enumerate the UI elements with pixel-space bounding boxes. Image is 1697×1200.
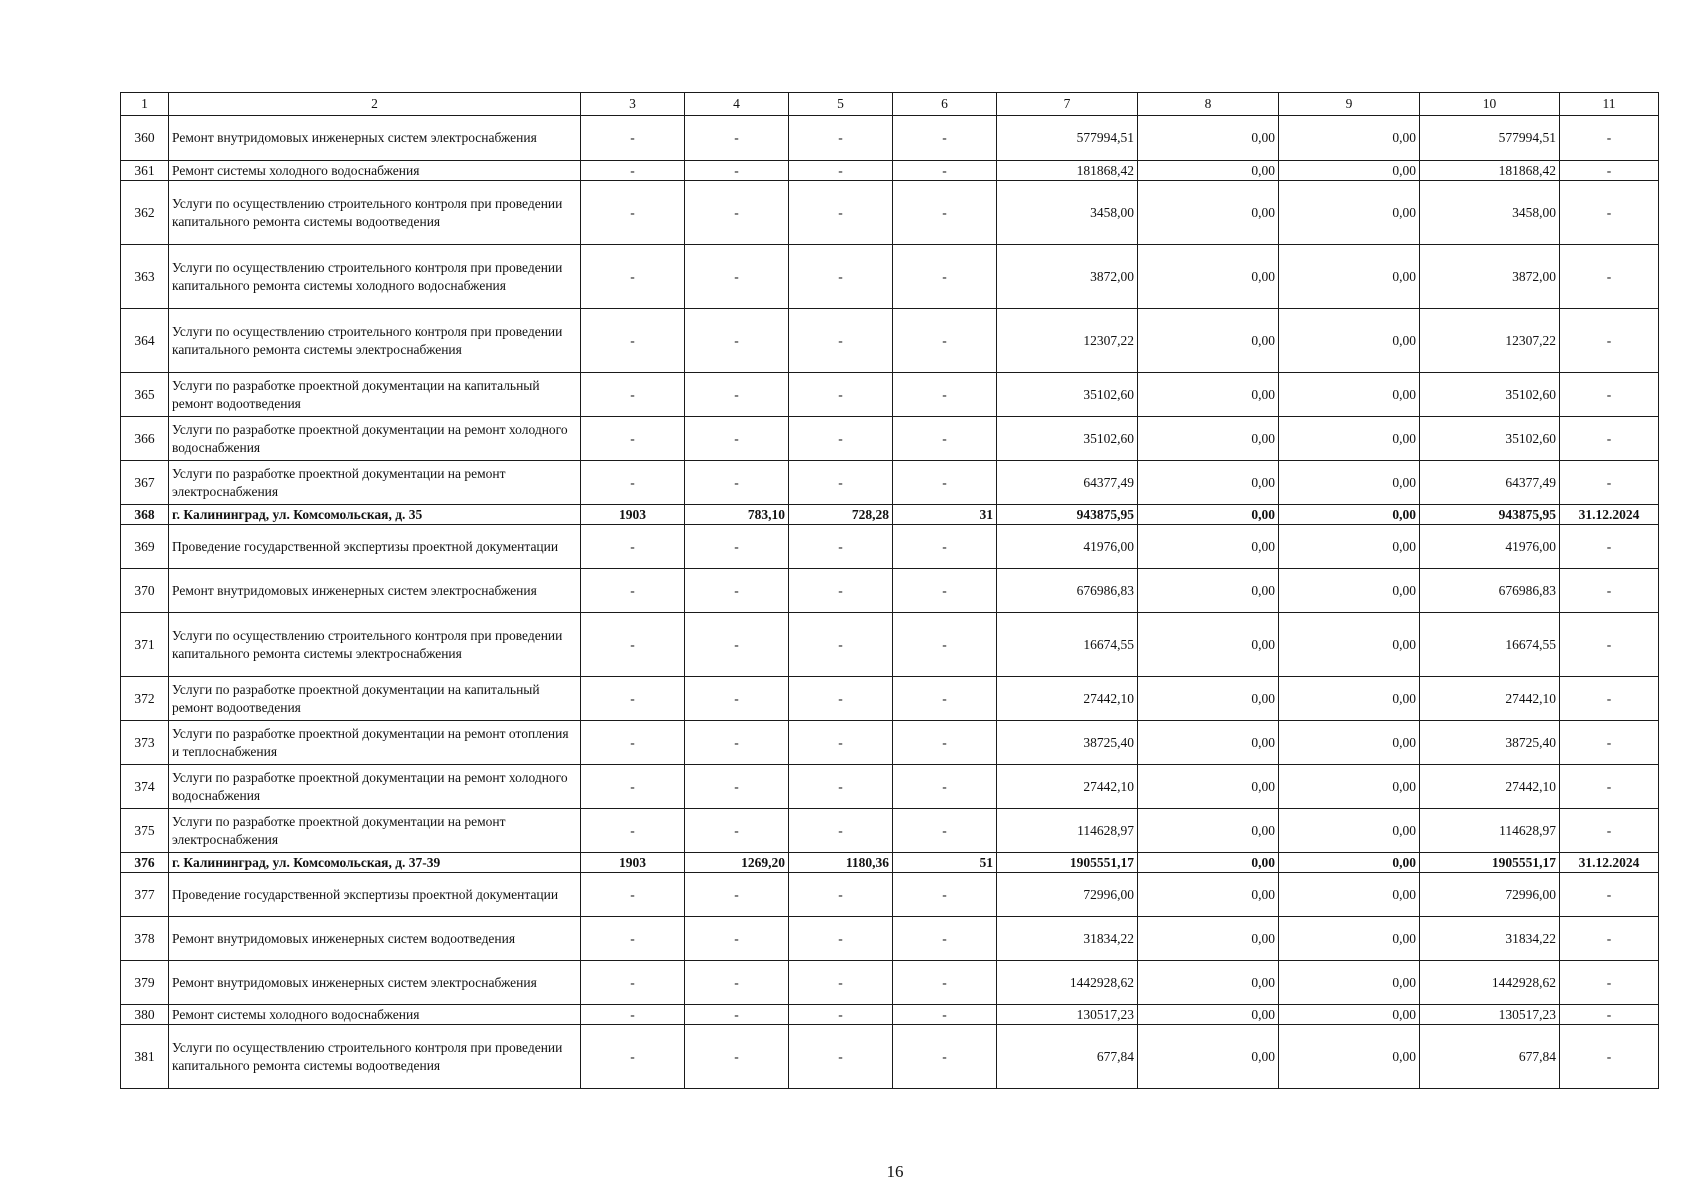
cell-row-number: 363: [121, 245, 169, 309]
cell-col-11: -: [1560, 309, 1659, 373]
cell-row-number: 366: [121, 417, 169, 461]
cell-col-8: 0,00: [1138, 373, 1279, 417]
cell-col-10: 35102,60: [1420, 417, 1560, 461]
cell-col-4: -: [685, 569, 789, 613]
header-cell: 5: [789, 93, 893, 116]
cell-col-9: 0,00: [1279, 853, 1420, 873]
cell-col-5: -: [789, 525, 893, 569]
cell-work-name: Услуги по разработке проектной документации на ремонт холодного водоснабжения: [169, 417, 581, 461]
cell-col-9: 0,00: [1279, 569, 1420, 613]
cell-col-3: -: [581, 613, 685, 677]
cell-col-9: 0,00: [1279, 525, 1420, 569]
cell-row-number: 378: [121, 917, 169, 961]
cell-col-3: -: [581, 181, 685, 245]
cell-row-number: 360: [121, 116, 169, 161]
header-row: [121, 93, 1659, 116]
cell-col-4: -: [685, 765, 789, 809]
cell-col-9: 0,00: [1279, 721, 1420, 765]
cell-col-3: -: [581, 525, 685, 569]
cell-col-3: -: [581, 873, 685, 917]
data-table: [120, 92, 1659, 1089]
cell-col-8: 0,00: [1138, 721, 1279, 765]
cell-row-number: 365: [121, 373, 169, 417]
cell-col-8: 0,00: [1138, 853, 1279, 873]
cell-col-7: 31834,22: [997, 917, 1138, 961]
cell-col-11: -: [1560, 677, 1659, 721]
cell-col-5: -: [789, 765, 893, 809]
cell-col-6: -: [893, 613, 997, 677]
cell-col-3: -: [581, 765, 685, 809]
cell-col-4: -: [685, 961, 789, 1005]
cell-col-8: 0,00: [1138, 1005, 1279, 1025]
cell-col-10: 3872,00: [1420, 245, 1560, 309]
cell-col-5: -: [789, 373, 893, 417]
cell-work-name: Услуги по осуществлению строительного контроля при проведении капитального ремонта системы электроснабжения: [169, 309, 581, 373]
cell-col-3: -: [581, 1025, 685, 1089]
cell-col-11: -: [1560, 613, 1659, 677]
cell-col-3: 1903: [581, 853, 685, 873]
header-cell: 4: [685, 93, 789, 116]
cell-work-name: Ремонт системы холодного водоснабжения: [169, 1005, 581, 1025]
cell-col-5: -: [789, 873, 893, 917]
cell-col-7: 577994,51: [997, 116, 1138, 161]
cell-col-7: 130517,23: [997, 1005, 1138, 1025]
cell-col-7: 16674,55: [997, 613, 1138, 677]
cell-col-5: -: [789, 721, 893, 765]
cell-col-5: -: [789, 461, 893, 505]
cell-col-3: 1903: [581, 505, 685, 525]
cell-col-11: -: [1560, 373, 1659, 417]
cell-col-7: 27442,10: [997, 765, 1138, 809]
table-row: [121, 765, 1659, 809]
cell-col-4: -: [685, 1005, 789, 1025]
cell-col-4: -: [685, 309, 789, 373]
cell-col-5: -: [789, 161, 893, 181]
cell-col-6: -: [893, 161, 997, 181]
cell-col-3: -: [581, 1005, 685, 1025]
table-row: [121, 809, 1659, 853]
cell-col-8: 0,00: [1138, 525, 1279, 569]
cell-work-name: Услуги по осуществлению строительного контроля при проведении капитального ремонта системы водоотведения: [169, 181, 581, 245]
cell-col-7: 41976,00: [997, 525, 1138, 569]
cell-col-4: -: [685, 677, 789, 721]
header-cell: 7: [997, 93, 1138, 116]
header-cell: 3: [581, 93, 685, 116]
cell-col-11: 31.12.2024: [1560, 853, 1659, 873]
header-cell: 8: [1138, 93, 1279, 116]
cell-col-7: 35102,60: [997, 417, 1138, 461]
cell-col-9: 0,00: [1279, 873, 1420, 917]
table-row: [121, 525, 1659, 569]
cell-work-name: Услуги по разработке проектной документации на ремонт электроснабжения: [169, 809, 581, 853]
cell-col-5: -: [789, 961, 893, 1005]
cell-col-6: -: [893, 765, 997, 809]
cell-work-name: Услуги по разработке проектной документации на капитальный ремонт водоотведения: [169, 373, 581, 417]
cell-col-8: 0,00: [1138, 461, 1279, 505]
cell-col-3: -: [581, 721, 685, 765]
cell-col-8: 0,00: [1138, 309, 1279, 373]
cell-col-8: 0,00: [1138, 116, 1279, 161]
cell-work-name: Ремонт системы холодного водоснабжения: [169, 161, 581, 181]
table-row: [121, 721, 1659, 765]
cell-col-6: -: [893, 809, 997, 853]
cell-col-5: -: [789, 809, 893, 853]
cell-row-number: 372: [121, 677, 169, 721]
cell-col-11: -: [1560, 873, 1659, 917]
cell-col-7: 676986,83: [997, 569, 1138, 613]
cell-col-11: -: [1560, 181, 1659, 245]
table-row: [121, 961, 1659, 1005]
cell-col-11: -: [1560, 1025, 1659, 1089]
cell-col-9: 0,00: [1279, 765, 1420, 809]
page-number: 16: [886, 1162, 904, 1181]
cell-col-11: -: [1560, 461, 1659, 505]
cell-col-10: 1442928,62: [1420, 961, 1560, 1005]
cell-col-4: -: [685, 721, 789, 765]
cell-col-9: 0,00: [1279, 245, 1420, 309]
cell-col-8: 0,00: [1138, 873, 1279, 917]
cell-col-10: 12307,22: [1420, 309, 1560, 373]
cell-work-name: г. Калининград, ул. Комсомольская, д. 35: [169, 505, 581, 525]
cell-col-6: -: [893, 721, 997, 765]
cell-col-4: -: [685, 373, 789, 417]
cell-col-3: -: [581, 245, 685, 309]
cell-col-6: -: [893, 1025, 997, 1089]
cell-row-number: 371: [121, 613, 169, 677]
cell-col-3: -: [581, 116, 685, 161]
cell-col-8: 0,00: [1138, 245, 1279, 309]
cell-col-4: -: [685, 417, 789, 461]
cell-col-4: -: [685, 1025, 789, 1089]
cell-row-number: 369: [121, 525, 169, 569]
cell-col-9: 0,00: [1279, 1005, 1420, 1025]
cell-col-3: -: [581, 809, 685, 853]
cell-col-10: 41976,00: [1420, 525, 1560, 569]
cell-col-4: -: [685, 461, 789, 505]
cell-col-11: -: [1560, 809, 1659, 853]
cell-col-4: -: [685, 873, 789, 917]
cell-col-4: -: [685, 161, 789, 181]
cell-col-9: 0,00: [1279, 309, 1420, 373]
cell-col-7: 181868,42: [997, 161, 1138, 181]
cell-col-7: 12307,22: [997, 309, 1138, 373]
cell-col-7: 72996,00: [997, 873, 1138, 917]
table-row: [121, 677, 1659, 721]
cell-col-11: -: [1560, 116, 1659, 161]
cell-col-6: -: [893, 525, 997, 569]
cell-col-6: 51: [893, 853, 997, 873]
cell-col-7: 677,84: [997, 1025, 1138, 1089]
address-row: [121, 505, 1659, 525]
cell-col-5: -: [789, 309, 893, 373]
cell-col-8: 0,00: [1138, 1025, 1279, 1089]
cell-col-10: 1905551,17: [1420, 853, 1560, 873]
cell-col-8: 0,00: [1138, 677, 1279, 721]
cell-col-6: -: [893, 569, 997, 613]
cell-col-9: 0,00: [1279, 961, 1420, 1005]
cell-col-3: -: [581, 161, 685, 181]
header-cell: 9: [1279, 93, 1420, 116]
table-row: [121, 461, 1659, 505]
cell-work-name: Услуги по разработке проектной документации на капитальный ремонт водоотведения: [169, 677, 581, 721]
cell-col-3: -: [581, 417, 685, 461]
cell-col-10: 31834,22: [1420, 917, 1560, 961]
cell-col-10: 72996,00: [1420, 873, 1560, 917]
cell-col-7: 38725,40: [997, 721, 1138, 765]
cell-work-name: Услуги по осуществлению строительного контроля при проведении капитального ремонта системы водоотведения: [169, 1025, 581, 1089]
cell-col-7: 35102,60: [997, 373, 1138, 417]
cell-col-3: -: [581, 309, 685, 373]
table-row: [121, 161, 1659, 181]
cell-col-8: 0,00: [1138, 917, 1279, 961]
cell-col-7: 114628,97: [997, 809, 1138, 853]
header-cell: 6: [893, 93, 997, 116]
cell-col-9: 0,00: [1279, 1025, 1420, 1089]
cell-col-4: -: [685, 917, 789, 961]
cell-col-3: -: [581, 917, 685, 961]
cell-work-name: Ремонт внутридомовых инженерных систем электроснабжения: [169, 116, 581, 161]
cell-row-number: 368: [121, 505, 169, 525]
cell-col-9: 0,00: [1279, 505, 1420, 525]
cell-col-5: 1180,36: [789, 853, 893, 873]
cell-col-5: -: [789, 1025, 893, 1089]
cell-col-8: 0,00: [1138, 417, 1279, 461]
cell-work-name: Ремонт внутридомовых инженерных систем водоотведения: [169, 917, 581, 961]
address-row: [121, 853, 1659, 873]
cell-col-10: 64377,49: [1420, 461, 1560, 505]
cell-work-name: Услуги по разработке проектной документации на ремонт холодного водоснабжения: [169, 765, 581, 809]
cell-col-7: 3458,00: [997, 181, 1138, 245]
cell-work-name: Услуги по осуществлению строительного контроля при проведении капитального ремонта системы электроснабжения: [169, 613, 581, 677]
cell-col-10: 3458,00: [1420, 181, 1560, 245]
cell-col-5: -: [789, 116, 893, 161]
cell-row-number: 377: [121, 873, 169, 917]
cell-col-6: -: [893, 873, 997, 917]
table-row: [121, 309, 1659, 373]
table-body: [121, 93, 1659, 1089]
cell-col-11: -: [1560, 961, 1659, 1005]
cell-col-10: 16674,55: [1420, 613, 1560, 677]
cell-col-11: -: [1560, 245, 1659, 309]
cell-col-7: 1905551,17: [997, 853, 1138, 873]
cell-col-9: 0,00: [1279, 461, 1420, 505]
table-row: [121, 873, 1659, 917]
cell-col-8: 0,00: [1138, 161, 1279, 181]
cell-col-5: -: [789, 677, 893, 721]
cell-row-number: 367: [121, 461, 169, 505]
cell-col-4: -: [685, 181, 789, 245]
cell-col-6: -: [893, 373, 997, 417]
cell-col-9: 0,00: [1279, 917, 1420, 961]
cell-col-3: -: [581, 461, 685, 505]
cell-col-6: -: [893, 1005, 997, 1025]
cell-col-10: 38725,40: [1420, 721, 1560, 765]
cell-col-10: 27442,10: [1420, 677, 1560, 721]
cell-col-8: 0,00: [1138, 961, 1279, 1005]
cell-col-10: 943875,95: [1420, 505, 1560, 525]
cell-col-7: 3872,00: [997, 245, 1138, 309]
cell-col-8: 0,00: [1138, 765, 1279, 809]
header-cell: 11: [1560, 93, 1659, 116]
cell-col-4: 1269,20: [685, 853, 789, 873]
cell-row-number: 374: [121, 765, 169, 809]
cell-col-5: -: [789, 1005, 893, 1025]
cell-col-6: -: [893, 116, 997, 161]
cell-col-5: -: [789, 181, 893, 245]
cell-col-4: -: [685, 525, 789, 569]
cell-work-name: Ремонт внутридомовых инженерных систем электроснабжения: [169, 961, 581, 1005]
cell-col-3: -: [581, 373, 685, 417]
cell-col-11: -: [1560, 525, 1659, 569]
cell-col-9: 0,00: [1279, 809, 1420, 853]
cell-row-number: 361: [121, 161, 169, 181]
cell-col-10: 114628,97: [1420, 809, 1560, 853]
cell-col-9: 0,00: [1279, 181, 1420, 245]
cell-col-11: -: [1560, 161, 1659, 181]
cell-col-11: -: [1560, 917, 1659, 961]
cell-work-name: Услуги по осуществлению строительного контроля при проведении капитального ремонта системы холодного водоснабжения: [169, 245, 581, 309]
cell-row-number: 373: [121, 721, 169, 765]
table-row: [121, 1025, 1659, 1089]
cell-col-6: -: [893, 417, 997, 461]
cell-col-9: 0,00: [1279, 373, 1420, 417]
cell-row-number: 381: [121, 1025, 169, 1089]
cell-col-5: 728,28: [789, 505, 893, 525]
cell-col-7: 1442928,62: [997, 961, 1138, 1005]
table-row: [121, 181, 1659, 245]
cell-col-4: -: [685, 613, 789, 677]
cell-col-11: -: [1560, 721, 1659, 765]
cell-col-6: -: [893, 309, 997, 373]
table-row: [121, 569, 1659, 613]
header-cell: 10: [1420, 93, 1560, 116]
cell-col-10: 677,84: [1420, 1025, 1560, 1089]
cell-col-9: 0,00: [1279, 417, 1420, 461]
cell-work-name: г. Калининград, ул. Комсомольская, д. 37-39: [169, 853, 581, 873]
cell-col-6: -: [893, 677, 997, 721]
cell-col-9: 0,00: [1279, 161, 1420, 181]
cell-row-number: 370: [121, 569, 169, 613]
cell-row-number: 376: [121, 853, 169, 873]
cell-col-9: 0,00: [1279, 677, 1420, 721]
cell-col-3: -: [581, 961, 685, 1005]
cell-col-4: 783,10: [685, 505, 789, 525]
cell-col-6: -: [893, 461, 997, 505]
cell-col-8: 0,00: [1138, 569, 1279, 613]
cell-work-name: Проведение государственной экспертизы проектной документации: [169, 525, 581, 569]
cell-col-11: -: [1560, 569, 1659, 613]
cell-work-name: Услуги по разработке проектной документации на ремонт отопления и теплоснабжения: [169, 721, 581, 765]
cell-col-5: -: [789, 569, 893, 613]
table-row: [121, 417, 1659, 461]
cell-col-11: 31.12.2024: [1560, 505, 1659, 525]
cell-row-number: 364: [121, 309, 169, 373]
cell-row-number: 375: [121, 809, 169, 853]
cell-col-8: 0,00: [1138, 613, 1279, 677]
cell-col-7: 27442,10: [997, 677, 1138, 721]
table-row: [121, 917, 1659, 961]
cell-col-11: -: [1560, 765, 1659, 809]
cell-col-10: 676986,83: [1420, 569, 1560, 613]
cell-col-8: 0,00: [1138, 809, 1279, 853]
cell-col-9: 0,00: [1279, 116, 1420, 161]
cell-col-9: 0,00: [1279, 613, 1420, 677]
cell-col-10: 130517,23: [1420, 1005, 1560, 1025]
cell-col-6: 31: [893, 505, 997, 525]
table-row: [121, 116, 1659, 161]
cell-col-10: 35102,60: [1420, 373, 1560, 417]
cell-col-5: -: [789, 417, 893, 461]
cell-col-3: -: [581, 677, 685, 721]
cell-col-11: -: [1560, 417, 1659, 461]
cell-row-number: 380: [121, 1005, 169, 1025]
table-row: [121, 613, 1659, 677]
cell-work-name: Ремонт внутридомовых инженерных систем электроснабжения: [169, 569, 581, 613]
cell-col-10: 27442,10: [1420, 765, 1560, 809]
cell-row-number: 362: [121, 181, 169, 245]
cell-col-6: -: [893, 961, 997, 1005]
table-row: [121, 1005, 1659, 1025]
cell-col-10: 181868,42: [1420, 161, 1560, 181]
cell-work-name: Услуги по разработке проектной документации на ремонт электроснабжения: [169, 461, 581, 505]
cell-col-11: -: [1560, 1005, 1659, 1025]
cell-col-10: 577994,51: [1420, 116, 1560, 161]
cell-col-6: -: [893, 181, 997, 245]
cell-col-5: -: [789, 245, 893, 309]
header-cell: 1: [121, 93, 169, 116]
cell-col-8: 0,00: [1138, 181, 1279, 245]
cell-col-6: -: [893, 245, 997, 309]
table-row: [121, 373, 1659, 417]
table-row: [121, 245, 1659, 309]
cell-work-name: Проведение государственной экспертизы проектной документации: [169, 873, 581, 917]
header-cell: 2: [169, 93, 581, 116]
cell-col-7: 943875,95: [997, 505, 1138, 525]
cell-col-3: -: [581, 569, 685, 613]
cell-col-7: 64377,49: [997, 461, 1138, 505]
cell-row-number: 379: [121, 961, 169, 1005]
cell-col-5: -: [789, 917, 893, 961]
cell-col-8: 0,00: [1138, 505, 1279, 525]
cell-col-4: -: [685, 809, 789, 853]
cell-col-4: -: [685, 116, 789, 161]
cell-col-6: -: [893, 917, 997, 961]
cell-col-4: -: [685, 245, 789, 309]
cell-col-5: -: [789, 613, 893, 677]
